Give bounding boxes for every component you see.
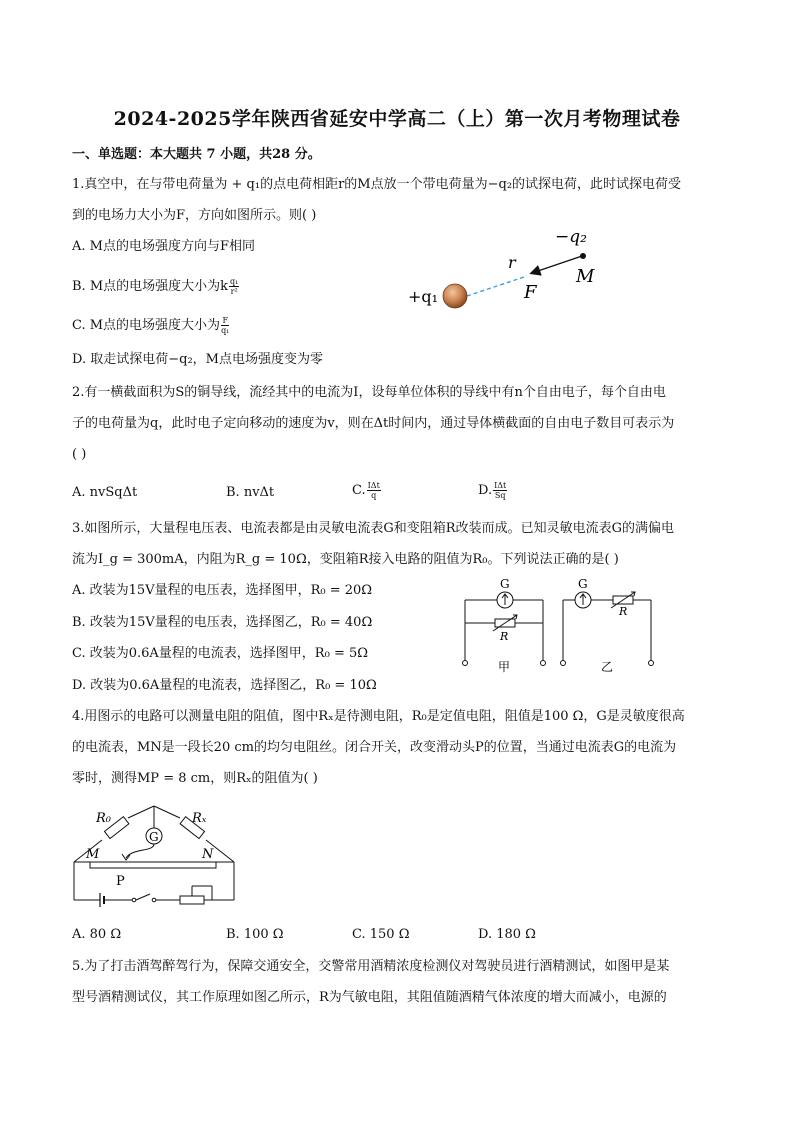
q3-circuit-figure	[455, 575, 670, 680]
q3-label-r-jia: R	[500, 630, 509, 643]
q4-option-c: C. 150 Ω	[352, 927, 410, 942]
q1-label-positive-charge: +q₁	[408, 287, 439, 306]
q1-option-b-text: B. M点的电场强度大小为k	[72, 279, 229, 294]
q2-option-b: B. nvΔt	[226, 485, 275, 500]
q1-option-a: A. M点的电场强度方向与F相同	[72, 239, 255, 254]
q1-charge-figure	[400, 220, 620, 320]
q1-label-f: F	[524, 282, 537, 303]
q3-circuit-jia	[463, 577, 546, 674]
q1-option-c-fraction	[221, 316, 229, 335]
q4-rheostat	[180, 896, 204, 904]
q3-option-a: A. 改装为15V量程的电压表，选择图甲，R₀ = 20Ω	[72, 583, 373, 598]
q3-label-yi: 乙	[601, 660, 614, 674]
q4-label-r0: R₀	[96, 811, 111, 826]
q4-option-a: A. 80 Ω	[72, 927, 122, 942]
q3-label-g-jia: G	[500, 577, 510, 591]
q3-label-r-yi: R	[619, 605, 628, 618]
q2-option-a: A. nvSqΔt	[72, 485, 138, 500]
q1-stem-line1: 1.真空中，在与带电荷量为 + q₁的点电荷相距r的M点放一个带电荷量为−q₂的试探电荷，此时试探电荷受	[72, 177, 682, 192]
q4-stem-line2: 的电流表，MN是一段长20 cm的均匀电阻丝。闭合开关，改变滑动头P的位置，当通过电流表G的电流为	[72, 740, 677, 755]
q2-option-c	[352, 481, 382, 500]
q4-resistance-wire-mn	[90, 862, 216, 868]
q3-circuit-yi	[561, 577, 654, 674]
q4-stem-line1: 4.用图示的电路可以测量电阻的阻值，图中Rₓ是待测电阻，R₀是定值电阻，阻值是100 Ω，G是灵敏度很高	[72, 709, 685, 724]
q3-option-d: D. 改装为0.6A量程的电流表，选择图乙，R₀ = 10Ω	[72, 678, 377, 693]
q4-label-p: P	[116, 874, 125, 889]
q1-option-b-numerator: q₁	[230, 277, 239, 286]
q2-stem-line3: ( )	[72, 447, 87, 462]
q2-option-d-denominator: Sq	[494, 491, 506, 500]
q1-option-d: D. 取走试探电荷−q₂，M点电场强度变为零	[72, 352, 323, 367]
q2-option-d	[478, 481, 508, 500]
q4-option-b: B. 100 Ω	[226, 927, 284, 942]
q2-option-c-fraction	[367, 481, 381, 500]
q3-option-b: B. 改装为15V量程的电压表，选择图乙，R₀ = 40Ω	[72, 615, 373, 630]
q4-option-d: D. 180 Ω	[478, 927, 536, 942]
q2-option-d-numerator: IΔt	[494, 481, 507, 490]
q3-label-jia: 甲	[498, 660, 511, 674]
q2-option-c-denominator: q	[371, 491, 377, 500]
q1-force-arrow	[532, 256, 582, 273]
q4-label-m: M	[86, 847, 100, 862]
q2-option-d-fraction	[493, 481, 507, 500]
q3-option-c: C. 改装为0.6A量程的电流表，选择图甲，R₀ = 5Ω	[72, 646, 369, 661]
q4-stem-line3: 零时，测得MP = 8 cm，则Rₓ的阻值为( )	[72, 771, 318, 786]
q1-label-r: r	[508, 253, 516, 272]
q3-stem-line1: 3.如图所示，大量程电压表、电流表都是由灵敏电流表G和变阻箱R改装而成。已知灵敏电流表G的满偏电	[72, 521, 674, 536]
q4-switch	[136, 894, 150, 900]
q5-stem-line2: 型号酒精测试仪，其工作原理如图乙所示，R为气敏电阻，其阻值随酒精气体浓度的增大而减小，电源的	[72, 990, 667, 1005]
q4-label-rx: Rₓ	[192, 811, 207, 826]
q1-option-c-denominator: q₁	[221, 326, 230, 335]
q1-label-m: M	[576, 266, 595, 287]
exam-title: 2024-2025学年陕西省延安中学高二（上）第一次月考物理试卷	[113, 108, 681, 130]
q4-label-n: N	[202, 847, 214, 862]
q4-bridge-circuit-figure	[62, 800, 252, 920]
q1-distance-dashed-line	[467, 276, 527, 296]
q1-positive-charge-ball	[443, 284, 467, 308]
q1-option-b-denominator: r²	[230, 287, 238, 296]
q1-option-b-fraction	[229, 277, 239, 296]
q1-stem-line2: 到的电场力大小为F，方向如图所示。则( )	[72, 208, 317, 223]
q3-label-g-yi: G	[578, 577, 588, 591]
q2-option-d-text: D.	[478, 483, 493, 498]
q1-option-b	[72, 277, 240, 296]
q1-label-negative-charge: −q₂	[555, 227, 587, 247]
q2-stem-line1: 2.有一横截面积为S的铜导线，流经其中的电流为I，设每单位体积的导线中有n个自由电子，每个自由电	[72, 385, 666, 400]
q1-option-c-text: C. M点的电场强度大小为	[72, 318, 221, 333]
q3-stem-line2: 流为I_g = 300mA，内阻为R_g = 10Ω，变阻箱R接入电路的阻值为R₀。下列说法正确的是( )	[72, 552, 619, 567]
q4-label-g: G	[149, 830, 159, 844]
q1-test-charge-dot	[580, 253, 586, 259]
q1-option-c	[72, 316, 230, 335]
section-heading-single-choice: 一、单选题：本大题共 7 小题，共28 分。	[72, 147, 321, 162]
q1-option-c-numerator: F	[222, 316, 228, 325]
q5-stem-line1: 5.为了打击酒驾醉驾行为，保障交通安全，交警常用酒精浓度检测仪对驾驶员进行酒精测试，如图甲是某	[72, 959, 670, 974]
q2-option-c-text: C.	[352, 483, 366, 498]
q2-option-c-numerator: IΔt	[367, 481, 380, 490]
q2-stem-line2: 子的电荷量为q，此时电子定向移动的速度为v，则在Δt时间内，通过导体横截面的自由电子数目可表示为	[72, 416, 675, 431]
